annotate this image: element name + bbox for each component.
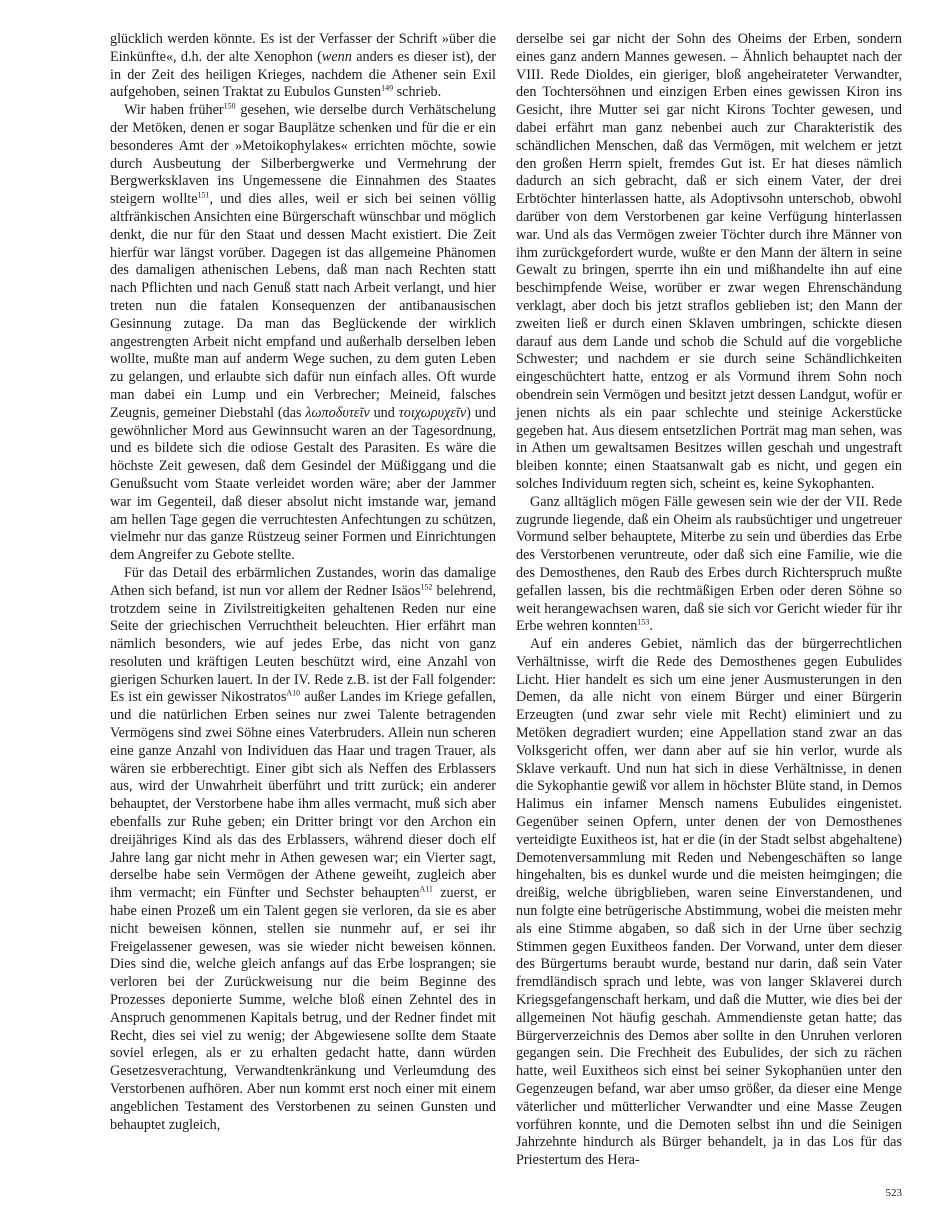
- paragraph: [110, 31, 496, 102]
- page-number: 523: [885, 1187, 902, 1199]
- text-run: außer Landes im Kriege gefallen, und die natürlichen Erben seines nur zwei Talente betragenden Vermögens sind zwei Söhne eines Vaterbruders. Allein nun scheren eine ganze Anzahl von Individuen das Haar und tragen Trauer, als wären sie erbberechtigt. Einer gibt sich als Neffen des Erblassers aus, wird der Unwahrheit überführt und tritt zurück; ein anderer behauptet, der Verstorbene habe ihm alles vermacht, muß sich aber ebenfalls zur Ruhe geben; ein Dritter bringt vor den Archon ein dreijähriges Kind als das des Erblassers, während dieser doch elf Jahre lang gar nicht mehr in Athen gewesen war; ein Vierter sagt, derselbe habe sein Vermögen der Athene geweiht, zugleich aber ihm vermacht; ein Fünfter und Sechster behaupten: [110, 689, 496, 902]
- text-run: und: [369, 404, 399, 421]
- text-run: Ganz alltäglich mögen Fälle gewesen sein wie der der VII. Rede zugrunde liegende, daß ein Oheim als raubsüchtiger und ungetreuer Vormund selber behauptete, Miterbe zu sein und überdies das Erbe des Verstorbenen veruntreute, oder daß sich eine Familie, wie die des Demosthenes, den Raub des Erbes durch Richterspruch mußte gefallen lassen, bis die rechtmäßigen Erben oder deren Söhne so weit herangewachsen waren, daß sie sich vor Gericht wieder für ihr Erbe wehren konnten: [516, 493, 902, 635]
- paragraph: [516, 636, 902, 1170]
- annotation-ref[interactable]: A10: [286, 688, 301, 698]
- footnote-ref[interactable]: 153: [637, 617, 650, 627]
- greek-term: τοιχωρυχεῖν: [398, 404, 467, 421]
- text-run: anders es dieser ist), der in der Zeit des heiligen Krieges, nachdem die Athener sein Exil aufgehoben, seinen Traktat zu Eubulos Gunsten: [110, 48, 497, 101]
- paragraph: [516, 494, 902, 636]
- text-run: zuerst, er habe einen Prozeß um ein Talent gegen sie verloren, da sie es aber nicht beweisen können, stellen sie nunmehr auf, er sei ihr Freigelassener gewesen, was sie wieder nicht beweisen können. Dies sind die, welche gleich anfangs auf das Erbe losprangen; sie verloren bei der Zurückweisung nur die beim Beginne des Prozesses deponierte Summe, welche bloß einen Zehntel des in Anspruch genommenen Kapitals betrug, und der Redner findet mit Recht, dies sei viel zu wenig; der Abgewiesene sollte dem Staate soviel erlegen, als er zu erhalten gedacht hatte, dann würden Gesetzesverachtung, Verwandtenkränkung und Verleumdung des Verstorbenen aufhören. Aber nun kommt erst noch einer mit einem angeblichen Testament des Verstorbenen zu seinen Gunsten und behauptet zugleich,: [110, 885, 496, 1133]
- paragraph: [110, 565, 496, 1135]
- text-run: gesehen, wie derselbe durch Verhätschelung der Metöken, denen er sogar Bauplätze schenken und für die er ein besonderes Amt der »Metoikophylakes« errichten möchte, sowie durch Ausbeutung der Silberbergwerke und Vermehrung der Bergwerksklaven ins Ungemessene die Einnahmen des Staates steigern wollte: [110, 102, 496, 208]
- text-run: belehrend, trotzdem seine in Zivilstreitigkeiten gehaltenen Reden nur eine Seite der griechischen Verruchtheit beleuchten. Hier erfährt man nämlich besonders, wie auf jedes Erbe, das nicht von ganz resoluten und kräftigen Leuten beschützt wird, eine Anzahl von gierigen Schurken lauert. In der IV. Rede z.B. ist der Fall folgender: Es ist ein gewisser Nikostratos: [110, 582, 497, 706]
- footnote-ref[interactable]: 151: [197, 190, 210, 200]
- text-run: Wir haben früher: [124, 102, 224, 119]
- text-run: ) und gewöhnlicher Mord aus Gewinnsucht waren an der Tagesordnung, und es bildete sich die odiose Gestalt des Parasiten. Es wäre die höchste Zeit gewesen, daß dem Gesindel der Müßiggang und die Genußsucht vom Staate verleidet worden wäre; aber der Jammer war im Gegenteil, daß dieser absolut nicht imstande war, jemand am hellen Tage gegen die verruchtesten Anfechtungen zu schützen, vielmehr nur das ganze Rüstzeug seiner Formen und Einrichtungen dem Angreifer zu Gebote stellte.: [110, 404, 496, 564]
- text-run: , und dies alles, weil er sich bei seinen völlig altfränkischen Ansichten eine Bürgerschaft wünschbar und möglich denkt, die nur für den Staat und dessen Macht existiert. Die Zeit hierfür war längst vorüber. Dagegen ist das allgemeine Phänomen des damaligen athenischen Lebens, daß man nach Rechten statt nach Pflichten und nach Genuß statt nach Arbeit verlangt, und hier treten nun die fatalen Konsequenzen der antibanausischen Gesinnung zutage. Da man das Beglückende der wirklich angestrengten Arbeit nicht empfand und außerhalb derselben leben wollte, mußte man auf anderm Wege suchen, zu dem guten Leben zu gelangen, und erlaubte sich dafür nun einfach alles. Oft wurde man dabei ein Lump und ein Verbrecher; Meineid, falsches Zeugnis, gemeiner Diebstahl (das: [110, 191, 496, 421]
- footnote-ref[interactable]: 152: [420, 581, 433, 591]
- emphasis: wenn: [321, 48, 352, 65]
- footnote-ref[interactable]: 150: [223, 101, 236, 111]
- text-run: Auf ein anderes Gebiet, nämlich das der bürgerrechtlichen Verhältnisse, wirft die Rede des Demosthenes gegen Eubulides Licht. Hier handelt es sich um eine jener Ausmusterungen in den Demen, da alle nicht von einem Bürger und einer Bürgerin Erzeugten (und zwar sehr viele mit Recht) eliminiert und zu Metöken degradiert wurden; eine Appellation stand zwar an das Volksgericht offen, wer dann aber auf sie hin verlor, wurde als Sklave verkauft. Und nun hat sich in diese Verhältnisse, in denen die Sykophantie gewiß vor allem in höchster Blüte stand, in Demos Halimus ein infamer Mensch namens Eubulides eingenistet. Gegenüber seinen Opfern, unter denen der von Demosthenes verteidigte Euxitheos ist, hat er die (in der Stadt selbst abgehaltene) Demotenversammlung mit Reden und Nebengeschäften so lange hingehalten, bis es dunkel wurde und die meisten heimgingen; die dreißig, welche übrigblieben, waren seine Einverstandenen, und nun folgte eine betrügerische Abstimmung, wobei die meisten mehr als eine Stimme abgaben, so daß sich in der Urne über sechzig Stimmen gegen Euxitheos fanden. Der Vorwand, unter dem dieser des Bürgertums beraubt wurde, bestand nur darin, daß sein Vater fremdländisch sprach und lebte, was von langer Sklaverei durch Kriegsgefangenschaft herkam, und daß die Mutter, wie dies bei der allgemeinen Not häufig geschah. Ammendienste getan hatte; das Bürgerverzeichnis des Demos aber sollte in den Unruhen verloren gegangen sein. Die Frechheit des Eubulides, der sich zu rächen hatte, weil Euxitheos sich einst bei seiner Sykophanüen unter den Gegenzeugen befand, war aber umso größer, da dieser eine Menge väterlicher und mütterlicher Verwandter und eine Masse Zeugen vorführen konnte, und die Demoten selbst ihn und die Seinigen Jahrzehnte hindurch als Bürger behandelt, ja in das Los für das Priestertum des Hera-: [516, 636, 902, 1169]
- text-run: schrieb.: [393, 84, 442, 101]
- paragraph: [110, 102, 496, 565]
- right-column: [516, 31, 902, 1170]
- text-run: .: [649, 618, 653, 635]
- left-column: [110, 31, 496, 1134]
- footnote-ref[interactable]: 149: [381, 83, 394, 93]
- annotation-ref[interactable]: A11: [419, 884, 433, 894]
- text-run: glücklich werden könnte. Es ist der Verfasser der Schrift »über die Einkünfte«, d.h. der alte Xenophon (: [110, 31, 496, 65]
- text-run: derselbe sei gar nicht der Sohn des Oheims der Erben, sondern eines ganz andern Mannes gewesen. – Ähnlich behauptet nach der VIII. Rede Dioldes, ein gieriger, bloß angeheirateter Verwandter, den Tochtersöhnen und einzigen Erben eines gewissen Kiron ins Gesicht, ihre Mutter sei gar nicht Kirons Tochter gewesen, und dabei erfährt man ganz nebenbei auch zur Charakteristik des schändlichen Menschen, daß das Vermögen, mit welchem er jetzt den großen Herrn spielt, fremdes Gut ist. Er hat dieses nämlich dadurch an sich gebracht, daß er sich einem Vater, der drei Erbtöchter hinterlassen hatte, als Adoptivsohn unterschob, obwohl darüber von dem Verstorbenen gar keine Verfügung hinterlassen war. Und als das Vermögen zweier Töchter durch ihre Männer von ihm zurückgefordert wurde, wußte er den Mann der ältern in seine Gewalt zu bringen, sperrte ihn ein und mißhandelte ihn auf eine beschimpfende Weise, worüber er zwar wegen Ehrenschändung verklagt, aber doch bis jetzt straflos geblieben ist; den Mann der zweiten ließ er durch einen Sklaven umbringen, schickte diesen darauf aus dem Lande und schob die Schuld auf die vorgebliche Schwester; und nachdem er sie durch seine Schändlichkeiten eingeschüchtert hatte, entzog er als Vormund ihrem Sohn noch obendrein sein Vermögen und besitzt jetzt dessen Landgut, wofür er jenen nichts als ein paar schlechte und steinige Ackerstücke gegeben hat. Aus diesem entsetzlichen Porträt mag man sehen, was in Athen um gewaltsamen Besitzes willen geschah und ungestraft bleiben konnte; einen Staatsanwalt gab es nicht, und gegen ein solches Individuum regten sich, scheint es, keine Sykophanten.: [516, 31, 902, 492]
- greek-term: λωποδυτεῖν: [305, 404, 370, 421]
- text-run: Für das Detail des erbärmlichen Zustandes, worin das damalige Athen sich befand, ist nun vor allem der Redner Isäos: [110, 564, 496, 599]
- paragraph: [516, 31, 902, 494]
